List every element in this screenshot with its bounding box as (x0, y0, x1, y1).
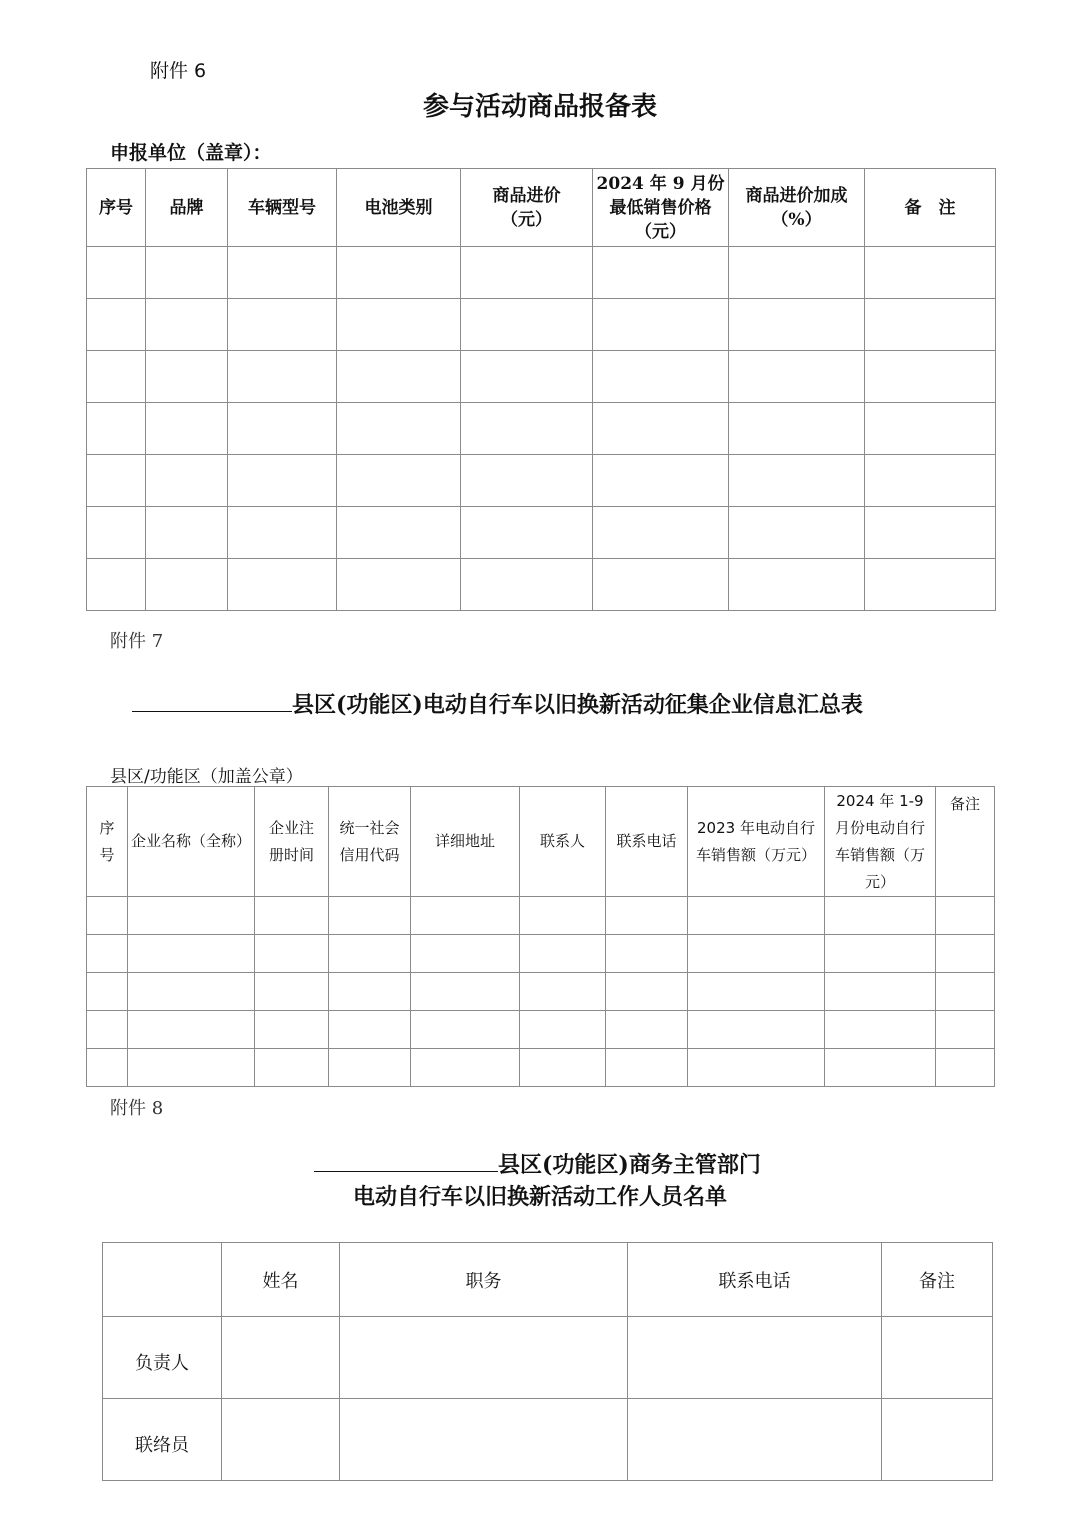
empty-cell (461, 351, 593, 403)
empty-cell (255, 1011, 329, 1049)
table-row (87, 403, 996, 455)
table-row (87, 507, 996, 559)
empty-cell (865, 507, 996, 559)
empty-cell (688, 935, 825, 973)
empty-cell (593, 351, 729, 403)
empty-cell (337, 247, 461, 299)
empty-cell (606, 973, 688, 1011)
blank-underline (132, 711, 292, 712)
empty-cell (936, 897, 995, 935)
product-filing-table (86, 168, 996, 611)
empty-cell (228, 247, 337, 299)
empty-cell (520, 897, 606, 935)
header-cell: 企业名称（全称） (128, 787, 255, 897)
empty-cell (329, 1049, 411, 1087)
empty-cell (688, 1049, 825, 1087)
enterprise-info-table (86, 786, 995, 1087)
header-cell: 统一社会 信用代码 (329, 787, 411, 897)
title-text: 县区(功能区)商务主管部门 (498, 1152, 761, 1178)
table-header-row (103, 1243, 993, 1317)
header-cell: 姓名 (222, 1243, 340, 1317)
empty-cell (688, 1011, 825, 1049)
empty-cell (128, 973, 255, 1011)
empty-cell (865, 247, 996, 299)
empty-cell (128, 935, 255, 973)
header-cell (103, 1243, 222, 1317)
empty-cell (146, 351, 228, 403)
empty-cell (222, 1317, 340, 1399)
header-cell: 联系电话 (628, 1243, 882, 1317)
empty-cell (337, 507, 461, 559)
empty-cell (255, 935, 329, 973)
empty-cell (729, 247, 865, 299)
district-seal-label: 县区/功能区（加盖公章） (110, 767, 303, 787)
empty-cell (87, 507, 146, 559)
header-cell: 联系电话 (606, 787, 688, 897)
empty-cell (87, 935, 128, 973)
empty-cell (255, 973, 329, 1011)
table-header-row (87, 169, 996, 247)
empty-cell (606, 935, 688, 973)
empty-cell (729, 559, 865, 611)
empty-cell (340, 1399, 628, 1481)
empty-cell (520, 1049, 606, 1087)
table-row (87, 299, 996, 351)
header-cell: 备注 (936, 787, 995, 897)
empty-cell (461, 403, 593, 455)
header-cell: 联系人 (520, 787, 606, 897)
empty-cell (228, 299, 337, 351)
empty-cell (87, 455, 146, 507)
attachment-8-label: 附件 8 (110, 1098, 164, 1119)
table-row (87, 973, 995, 1011)
header-cell: 职务 (340, 1243, 628, 1317)
empty-cell (606, 897, 688, 935)
empty-cell (411, 973, 520, 1011)
header-cell: 详细地址 (411, 787, 520, 897)
empty-cell (825, 973, 936, 1011)
table-row (87, 559, 996, 611)
empty-cell (228, 507, 337, 559)
form-title-enterprise-summary (132, 688, 863, 719)
empty-cell (128, 1049, 255, 1087)
empty-cell (461, 559, 593, 611)
empty-cell (936, 1011, 995, 1049)
header-cell: 备 注 (865, 169, 996, 247)
empty-cell (87, 247, 146, 299)
empty-cell (411, 935, 520, 973)
empty-cell (461, 507, 593, 559)
empty-cell (337, 403, 461, 455)
empty-cell (228, 455, 337, 507)
table-row (87, 897, 995, 935)
blank-underline (314, 1171, 498, 1172)
empty-cell (729, 403, 865, 455)
empty-cell (337, 351, 461, 403)
empty-cell (520, 1011, 606, 1049)
table-row (103, 1317, 993, 1399)
header-cell: 车辆型号 (228, 169, 337, 247)
empty-cell (628, 1399, 882, 1481)
empty-cell (825, 1049, 936, 1087)
empty-cell (593, 455, 729, 507)
empty-cell (128, 897, 255, 935)
empty-cell (329, 1011, 411, 1049)
empty-cell (128, 1011, 255, 1049)
empty-cell (882, 1317, 993, 1399)
empty-cell (593, 247, 729, 299)
empty-cell (337, 299, 461, 351)
empty-cell (146, 247, 228, 299)
header-cell: 企业注 册时间 (255, 787, 329, 897)
empty-cell (865, 455, 996, 507)
form-title-product-filing: 参与活动商品报备表 (422, 92, 657, 122)
empty-cell (606, 1049, 688, 1087)
empty-cell (411, 1049, 520, 1087)
empty-cell (628, 1317, 882, 1399)
empty-cell (593, 403, 729, 455)
empty-cell (729, 351, 865, 403)
empty-cell (146, 299, 228, 351)
header-cell: 备注 (882, 1243, 993, 1317)
empty-cell (825, 935, 936, 973)
header-cell: 序 号 (87, 787, 128, 897)
title-text: 县区(功能区)电动自行车以旧换新活动征集企业信息汇总表 (292, 692, 863, 718)
empty-cell (87, 351, 146, 403)
table-row (87, 455, 996, 507)
table-row (87, 1049, 995, 1087)
empty-cell (461, 455, 593, 507)
empty-cell (520, 935, 606, 973)
empty-cell (228, 559, 337, 611)
empty-cell (520, 973, 606, 1011)
header-cell: 2024 年 1-9 月份电动自行 车销售额（万 元） (825, 787, 936, 897)
empty-cell (87, 897, 128, 935)
empty-cell (593, 507, 729, 559)
empty-cell (146, 403, 228, 455)
header-cell: 2023 年电动自行 车销售额（万元） (688, 787, 825, 897)
empty-cell (87, 1049, 128, 1087)
header-cell: 品牌 (146, 169, 228, 247)
empty-cell (340, 1317, 628, 1399)
empty-cell (87, 559, 146, 611)
empty-cell (825, 897, 936, 935)
row-label-liaison: 联络员 (103, 1399, 222, 1481)
header-cell: 商品进价加成 （%） (729, 169, 865, 247)
empty-cell (255, 897, 329, 935)
empty-cell (865, 403, 996, 455)
empty-cell (228, 403, 337, 455)
staff-list-table (102, 1242, 993, 1481)
empty-cell (825, 1011, 936, 1049)
table-row (87, 247, 996, 299)
header-cell: 商品进价 （元） (461, 169, 593, 247)
empty-cell (146, 559, 228, 611)
empty-cell (411, 897, 520, 935)
empty-cell (882, 1399, 993, 1481)
empty-cell (411, 1011, 520, 1049)
table-header-row (87, 787, 995, 897)
empty-cell (688, 973, 825, 1011)
empty-cell (87, 299, 146, 351)
table-row (103, 1399, 993, 1481)
table-row (87, 1011, 995, 1049)
empty-cell (688, 897, 825, 935)
header-cell: 电池类别 (337, 169, 461, 247)
empty-cell (936, 935, 995, 973)
empty-cell (255, 1049, 329, 1087)
empty-cell (593, 559, 729, 611)
empty-cell (729, 455, 865, 507)
header-cell: 2024 年 9 月份 最低销售价格 （元） (593, 169, 729, 247)
attachment-7-label: 附件 7 (110, 631, 164, 652)
form-title-staff-list-line1 (314, 1148, 761, 1179)
empty-cell (329, 935, 411, 973)
empty-cell (936, 1049, 995, 1087)
empty-cell (865, 559, 996, 611)
form-title-staff-list-line2: 电动自行车以旧换新活动工作人员名单 (352, 1184, 727, 1210)
empty-cell (606, 1011, 688, 1049)
empty-cell (329, 973, 411, 1011)
empty-cell (329, 897, 411, 935)
empty-cell (337, 559, 461, 611)
empty-cell (729, 299, 865, 351)
empty-cell (865, 351, 996, 403)
empty-cell (146, 507, 228, 559)
empty-cell (461, 299, 593, 351)
empty-cell (146, 455, 228, 507)
empty-cell (593, 299, 729, 351)
table-row (87, 935, 995, 973)
empty-cell (729, 507, 865, 559)
empty-cell (337, 455, 461, 507)
empty-cell (87, 1011, 128, 1049)
empty-cell (936, 973, 995, 1011)
row-label-responsible-person: 负责人 (103, 1317, 222, 1399)
header-cell: 序号 (87, 169, 146, 247)
empty-cell (87, 403, 146, 455)
empty-cell (222, 1399, 340, 1481)
empty-cell (87, 973, 128, 1011)
empty-cell (228, 351, 337, 403)
table-row (87, 351, 996, 403)
attachment-6-label: 附件 6 (150, 60, 207, 82)
empty-cell (461, 247, 593, 299)
applicant-unit-label: 申报单位（盖章）： (110, 142, 272, 164)
empty-cell (865, 299, 996, 351)
